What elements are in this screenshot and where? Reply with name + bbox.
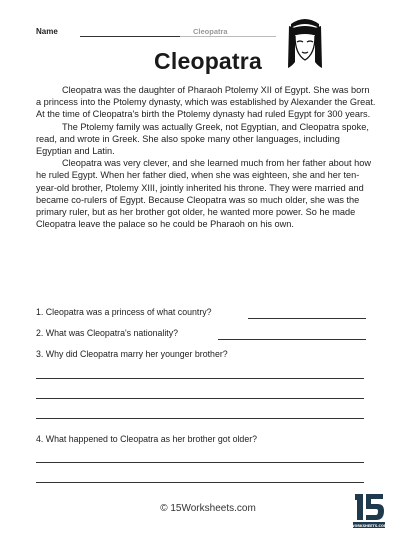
answer-line-1[interactable] bbox=[248, 318, 366, 319]
question-1: 1. Cleopatra was a princess of what country? bbox=[36, 307, 212, 317]
question-section bbox=[36, 0, 376, 539]
passage-paragraph: The Ptolemy family was actually Greek, not Egyptian, and Cleopatra spoke, read, and wrote in Greek. She also spoke many other languages, including Egyptian and Latin. bbox=[36, 121, 369, 157]
answer-line-4b[interactable] bbox=[36, 482, 364, 483]
passage-paragraph: Cleopatra was very clever, and she learned much from her father about how he ruled Egypt. When her father died, when she was eighteen, she and her ten-year-old brother, Ptolemy XIII, jointly inherited his throne. They were married and became co-rulers of Egypt. Because Cleopatra was so much older, she was the primary ruler, but as her brother got older, he wanted more power. So he made Cleopatra leave the palace so he could be Pharaoh on his own. bbox=[36, 158, 371, 230]
passage-paragraph: Cleopatra was the daughter of Pharaoh Ptolemy XII of Egypt. She was born a princess into the Ptolemy dynasty, which was established by Alexander the Great. At the time of Cleopatra's birth the Ptolemy dynasty had ruled Egypt for 300 years. bbox=[36, 85, 376, 120]
question-4: 4. What happened to Cleopatra as her brother got older? bbox=[36, 434, 258, 444]
logo-text: WORKSHEETS.COM bbox=[351, 524, 387, 528]
header-topic: Cleopatra bbox=[193, 27, 228, 36]
answer-line-4a[interactable] bbox=[36, 462, 364, 463]
worksheets-logo-icon bbox=[351, 490, 387, 530]
page-title: Cleopatra bbox=[154, 48, 262, 74]
question-3: 3. Why did Cleopatra marry her younger brother? bbox=[36, 349, 228, 359]
name-label: Name bbox=[36, 27, 58, 36]
footer-copyright: © 15Worksheets.com bbox=[160, 503, 256, 514]
question-2: 2. What was Cleopatra's nationality? bbox=[36, 328, 179, 338]
answer-line-2[interactable] bbox=[218, 339, 366, 340]
answer-line-3a[interactable] bbox=[36, 378, 364, 379]
answer-line-3c[interactable] bbox=[36, 418, 364, 419]
answer-line-3b[interactable] bbox=[36, 398, 364, 399]
